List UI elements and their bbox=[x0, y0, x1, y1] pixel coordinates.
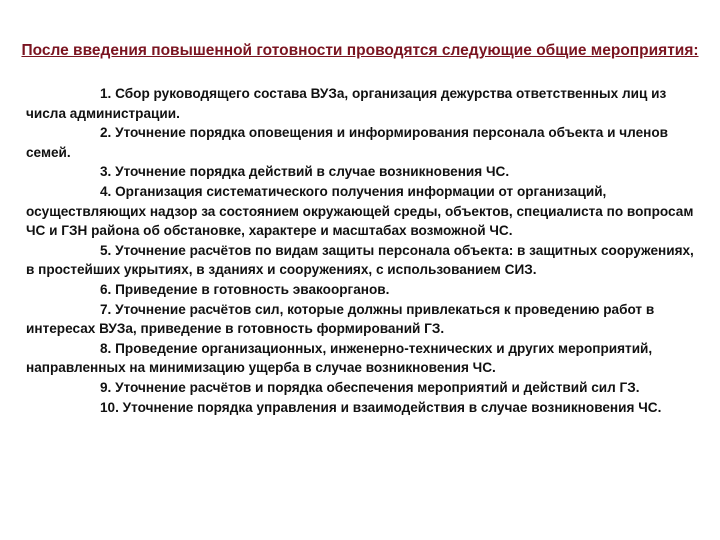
list-item-9: 9. Уточнение расчётов и порядка обеспечения мероприятий и действий сил ГЗ. bbox=[100, 379, 640, 395]
list-item-5: 5. Уточнение расчётов по видам защиты персонала объекта: в защитных сооружениях, в простейших укрытиях, в зданиях и сооружениях, с использованием СИЗ. bbox=[26, 242, 694, 278]
list-item-10: 10. Уточнение порядка управления и взаимодействия в случае возникновения ЧС. bbox=[100, 399, 662, 415]
list-item-4: 4. Организация систематического получения информации от организаций, осуществляющих надзор за состоянием окружающей среды, объектов, специалиста по вопросам ЧС и ГЗН района об обстановке, характере и масштабах возможной ЧС. bbox=[26, 183, 694, 239]
list-item-7: 7. Уточнение расчётов сил, которые должны привлекаться к проведению работ в интересах ВУЗа, приведение в готовность формирований ГЗ. bbox=[26, 301, 655, 337]
list-item-6: 6. Приведение в готовность эвакоорганов. bbox=[100, 281, 390, 297]
list-item-1: 1. Сбор руководящего состава ВУЗа, организация дежурства ответственных лиц из числа администрации. bbox=[26, 86, 667, 121]
measures-list bbox=[26, 84, 696, 417]
list-item-3: 3. Уточнение порядка действий в случае возникновения ЧС. bbox=[100, 164, 510, 180]
list-item-2: 2. Уточнение порядка оповещения и информирования персонала объекта и членов семей. bbox=[26, 125, 669, 160]
slide-title: После введения повышенной готовности проводятся следующие общие мероприятия: bbox=[21, 42, 699, 59]
list-item-8: 8. Проведение организационных, инженерно-технических и других мероприятий, направленных на минимизацию ущерба в случае возникновения ЧС. bbox=[26, 340, 653, 376]
